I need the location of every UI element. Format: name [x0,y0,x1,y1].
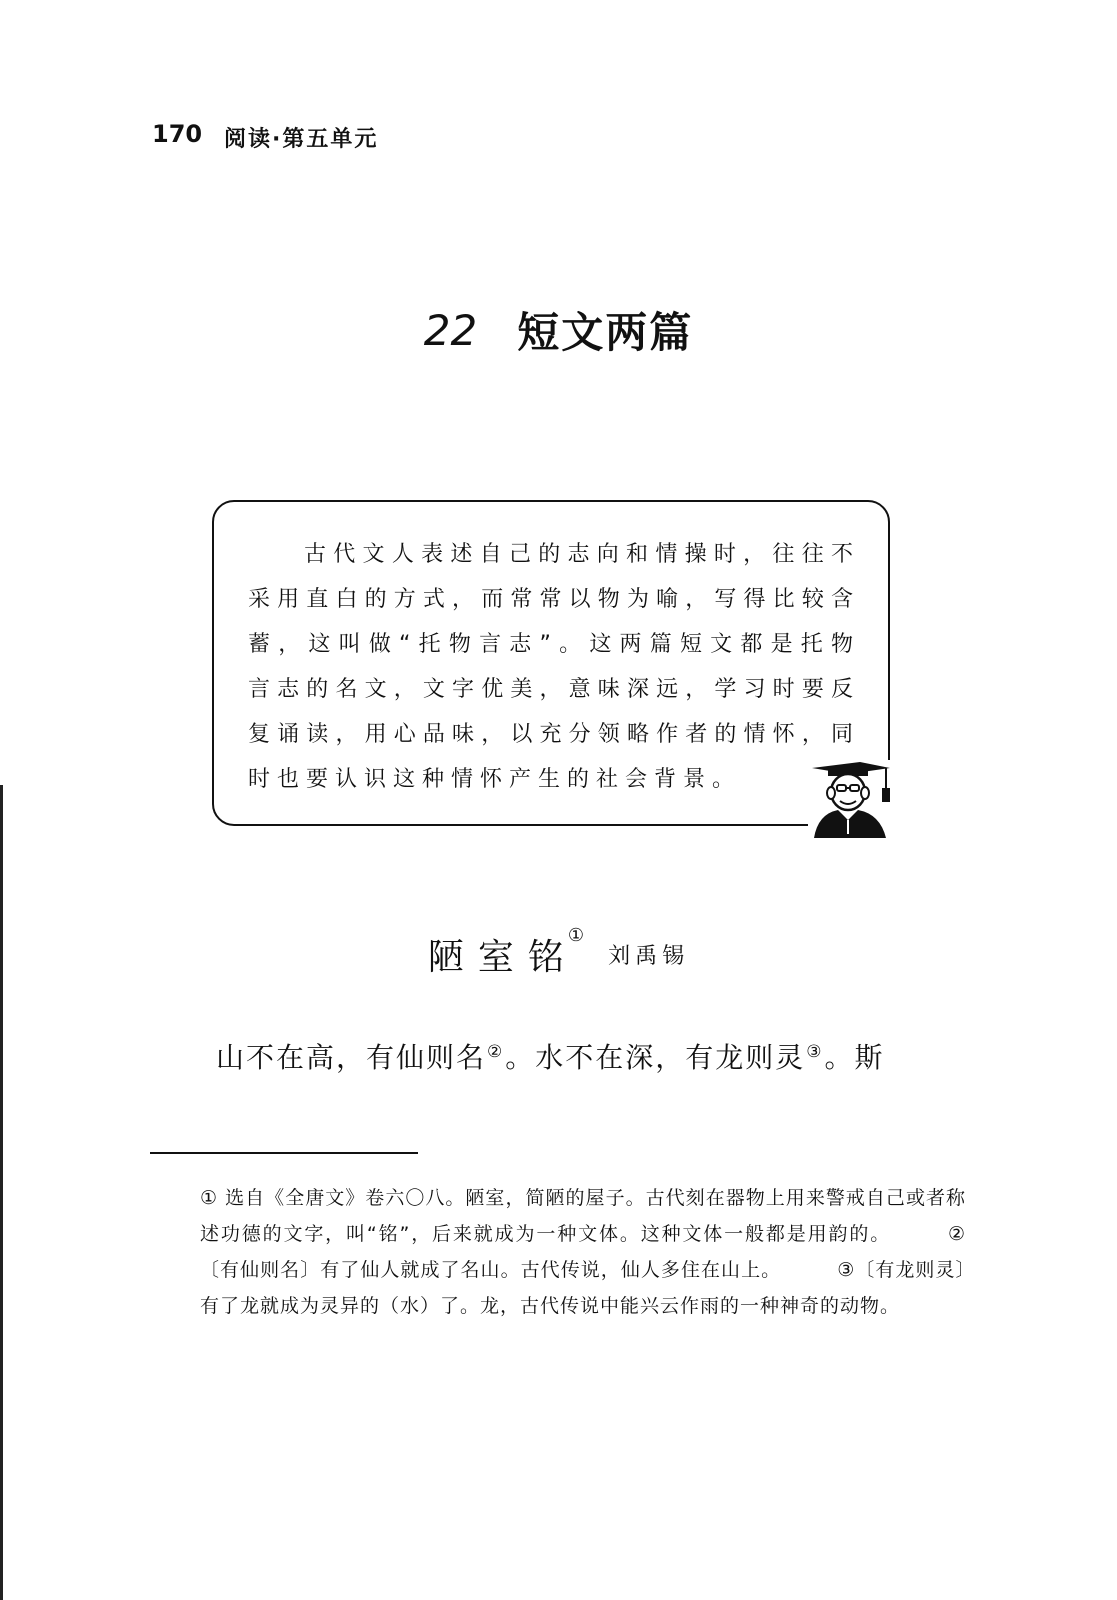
title-footnote-marker: ① [567,925,585,946]
footnote-marker-2: ② [487,1042,505,1062]
scholar-mascot-icon [808,760,894,838]
scan-edge-line [0,785,3,1600]
intro-text: 古代文人表述自己的志向和情操时，往往不采用直白的方式，而常常以物为喻，写得比较含蓄，这叫做“托物言志”。这两篇短文都是托物言志的名文，文字优美，意味深远，学习时要反复诵读，用心品味，以充分领略作者的情怀，同时也要认识这种情怀产生的社会背景。 [248,542,860,792]
body-part-3: 。斯 [824,1041,885,1074]
lesson-name: 短文两篇 [517,308,694,357]
article-title: 陋室铭 [427,937,578,978]
lesson-title [0,300,1117,360]
article-author: 刘禹锡 [608,944,690,969]
footnote-1: ① 选自《全唐文》卷六〇八。陋室，简陋的屋子。古代刻在器物上用来警戒自己或者称述功德的文字，叫“铭”，后来就成为一种文体。这种文体一般都是用韵的。 [200,1187,966,1245]
body-part-2: 。水不在深，有龙则灵 [505,1041,806,1074]
running-head: 阅读·第五单元 [224,127,379,152]
lesson-number: 22 [423,305,478,355]
footnote-marker-3: ③ [806,1042,824,1062]
footnote-rule [150,1152,418,1154]
footnote-2: ②〔有仙则名〕有了仙人就成了名山。古代传说，仙人多住在山上。 [200,1223,966,1281]
body-part-1: 山不在高，有仙则名 [216,1041,487,1074]
footnote-3: ③〔有龙则灵〕有了龙就成为灵异的（水）了。龙，古代传说中能兴云作雨的一种神奇的动物。 [200,1259,966,1317]
page-number: 170 [152,120,203,148]
footnotes [200,1180,966,1324]
article-title-row [0,925,1117,980]
article-body [216,1030,976,1080]
